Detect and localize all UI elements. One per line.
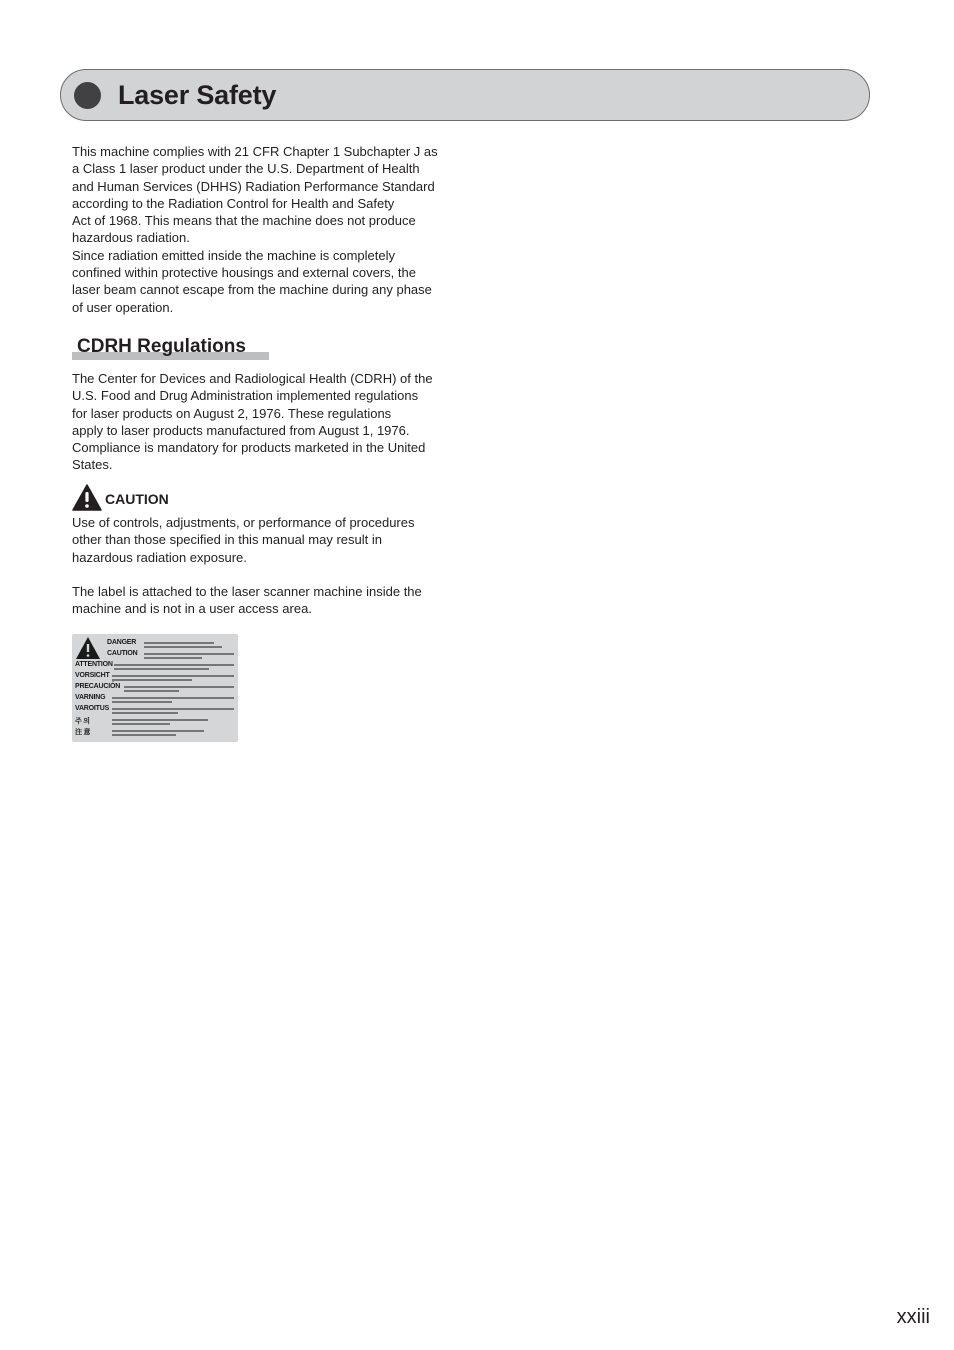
label-fine-print bbox=[114, 664, 234, 666]
label-fine-print bbox=[144, 642, 214, 644]
label-fine-print bbox=[112, 730, 204, 732]
bullet-dot-icon bbox=[74, 82, 101, 109]
label-fine-print bbox=[112, 723, 170, 725]
label-word: VAROITUS bbox=[75, 705, 110, 712]
label-fine-print bbox=[112, 708, 234, 710]
label-word: DANGER bbox=[107, 639, 137, 646]
label-fine-print bbox=[112, 679, 192, 681]
cdrh-paragraph bbox=[72, 370, 452, 474]
laser-warning-label-image bbox=[72, 634, 238, 742]
label-note-paragraph bbox=[72, 583, 452, 618]
label-fine-print bbox=[124, 686, 234, 688]
label-word: VARNING bbox=[75, 694, 106, 701]
cdrh-heading-text: CDRH Regulations bbox=[77, 336, 246, 357]
text-line: Since radiation emitted inside the machine is completely bbox=[72, 247, 396, 263]
label-fine-print bbox=[124, 690, 179, 692]
text-line: Use of controls, adjustments, or performance of procedures bbox=[72, 515, 415, 530]
text-line: Act of 1968. This means that the machine does not produce bbox=[72, 213, 416, 229]
text-line: hazardous radiation. bbox=[72, 230, 190, 246]
label-fine-print bbox=[112, 697, 234, 699]
warning-triangle-icon bbox=[72, 484, 102, 511]
caution-label: CAUTION bbox=[105, 491, 169, 507]
caution-paragraph bbox=[72, 514, 452, 566]
text-line: hazardous radiation exposure. bbox=[72, 549, 247, 565]
text-line: This machine complies with 21 CFR Chapter 1 Subchapter J as bbox=[72, 144, 438, 159]
text-line: The label is attached to the laser scanner machine inside the bbox=[72, 584, 422, 599]
text-line: for laser products on August 2, 1976. These regulations bbox=[72, 405, 392, 421]
page-number: xxiii bbox=[896, 1306, 930, 1328]
label-fine-print bbox=[112, 734, 176, 736]
label-fine-print bbox=[144, 646, 222, 648]
text-line: U.S. Food and Drug Administration implemented regulations bbox=[72, 388, 419, 404]
text-line: Compliance is mandatory for products marketed in the United bbox=[72, 440, 426, 456]
text-line: according to the Radiation Control for Health and Safety bbox=[72, 195, 395, 211]
text-line: confined within protective housings and external covers, the bbox=[72, 265, 416, 281]
label-word: ATTENTION bbox=[75, 661, 113, 668]
text-line: a Class 1 laser product under the U.S. Department of Health bbox=[72, 161, 420, 177]
text-line: apply to laser products manufactured from August 1, 1976. bbox=[72, 422, 410, 438]
page-title: Laser Safety bbox=[118, 80, 277, 110]
label-fine-print bbox=[112, 712, 178, 714]
text-line: other than those specified in this manual may result in bbox=[72, 532, 383, 548]
text-line: States. bbox=[72, 457, 113, 473]
label-word: CAUTION bbox=[107, 650, 138, 657]
text-line: laser beam cannot escape from the machine during any phase bbox=[72, 282, 432, 298]
label-fine-print bbox=[112, 675, 234, 677]
text-line: of user operation. bbox=[72, 299, 174, 315]
label-word: 注 意 bbox=[75, 729, 91, 736]
label-word: VORSICHT bbox=[75, 672, 110, 679]
text-line: The Center for Devices and Radiological Health (CDRH) of the bbox=[72, 371, 433, 386]
label-warning-triangle-icon bbox=[72, 634, 102, 662]
section-header bbox=[60, 69, 870, 121]
label-fine-print bbox=[112, 719, 208, 721]
label-fine-print bbox=[112, 701, 172, 703]
label-fine-print bbox=[144, 657, 202, 659]
label-word: PRECAUCIÓN bbox=[75, 683, 121, 690]
text-line: and Human Services (DHHS) Radiation Performance Standard bbox=[72, 178, 435, 194]
text-line: machine and is not in a user access area. bbox=[72, 601, 312, 617]
intro-paragraph bbox=[72, 143, 452, 316]
label-fine-print bbox=[114, 668, 209, 670]
label-fine-print bbox=[144, 653, 234, 655]
label-word: 주 의 bbox=[75, 718, 90, 725]
